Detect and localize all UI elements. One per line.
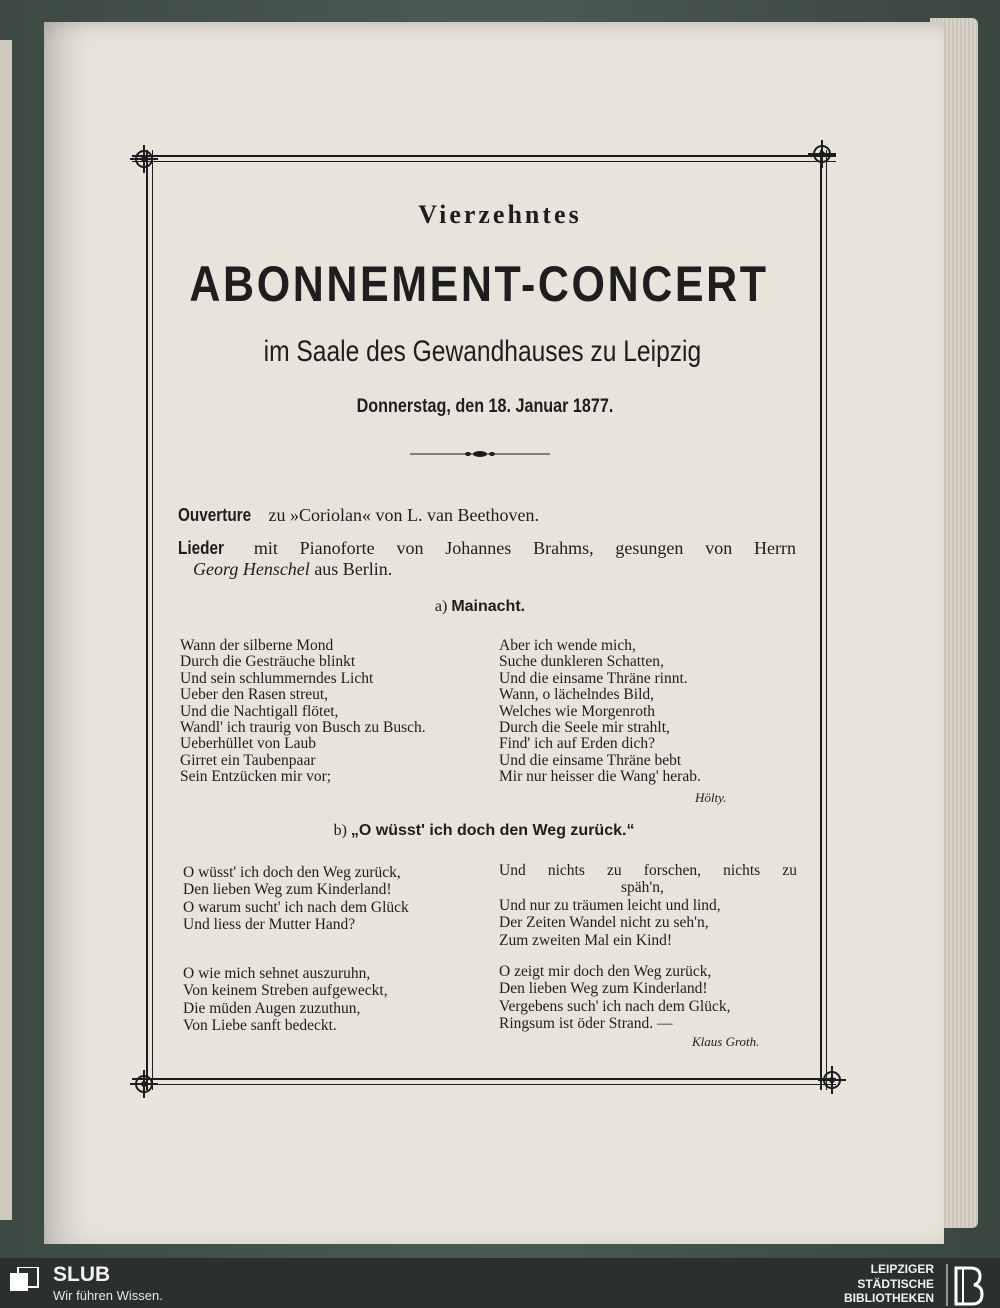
verse-line: Vergebens such' ich nach dem Glück, [499, 997, 731, 1015]
verse-line: Und nichts zu forschen, nichts zu [499, 862, 797, 879]
song-a-heading [0, 598, 960, 616]
slub-name[interactable]: SLUB [53, 1263, 111, 1286]
verse-line: Und die Nachtigall flötet, [180, 702, 339, 720]
verse-line: Ringsum ist öder Strand. — [499, 1015, 673, 1033]
slub-logo-icon[interactable] [10, 1267, 40, 1297]
verse-line: Wandl' ich traurig von Busch zu Busch. [180, 719, 426, 737]
work-description: zu »Coriolan« von L. van Beethoven. [264, 505, 539, 525]
slub-tagline: Wir führen Wissen. [53, 1288, 163, 1303]
program-item-overture [178, 505, 539, 526]
verse-line: Suche dunkleren Schatten, [499, 653, 664, 671]
verse-line: Und nur zu träumen leicht und lind, [499, 896, 721, 914]
verse-line: Und die einsame Thräne bebt [499, 751, 682, 769]
song-label: b) [333, 822, 347, 839]
verse-line: Die müden Augen zuzuthun, [183, 999, 361, 1017]
word: Pianoforte [299, 538, 375, 558]
song-a-author: Hölty. [695, 790, 727, 805]
song-b-stanza-4 [499, 963, 731, 1033]
song-b-author: Klaus Groth. [692, 1034, 760, 1049]
verse-line: Den lieben Weg zum Kinderland! [499, 980, 708, 998]
song-title: „O wüsst' ich doch den Weg zurück.“ [350, 822, 635, 839]
song-a-stanza-left [180, 638, 426, 786]
lsb-line: STÄDTISCHE [857, 1276, 934, 1291]
verse-line: O wie mich sehnet auszuruhn, [183, 965, 371, 982]
lsb-line: BIBLIOTHEKEN [844, 1291, 934, 1305]
verse-line: Und sein schlummerndes Licht [180, 669, 374, 687]
word: von [705, 538, 733, 558]
viewer-footer [0, 1258, 1000, 1308]
verse-line: Und die einsame Thräne rinnt. [499, 669, 688, 687]
verse-line: Ueberhüllet von Laub [180, 735, 317, 753]
verse-line: Ueber den Rasen streut, [180, 686, 329, 704]
title-ordinal: Vierzehntes [418, 200, 582, 229]
verse-line: Wann der silberne Mond [180, 637, 334, 654]
song-a-stanza-right [499, 638, 701, 786]
verse-line: O wüsst' ich doch den Weg zurück, [183, 864, 401, 881]
song-b-stanza-3 [183, 965, 388, 1035]
verse-line: späh'n, [621, 879, 664, 897]
song-b-stanza-1 [183, 864, 409, 934]
verse-line: Welches wie Morgenroth [499, 702, 656, 720]
verse-line: Sein Entzücken mir vor; [180, 768, 332, 786]
venue-subtitle: im Saale des Gewandhauses zu Leipzig [263, 335, 702, 368]
corner-ornament-icon [130, 145, 158, 173]
frame-top-inner [132, 161, 836, 162]
verse-line: O zeigt mir doch den Weg zurück, [499, 963, 712, 980]
verse-line: Aber ich wende mich, [499, 637, 636, 654]
word: gesungen [615, 538, 684, 558]
verse-line: Wann, o lächelndes Bild, [499, 686, 655, 704]
lsb-logo-icon[interactable] [946, 1262, 992, 1308]
lsb-name[interactable] [844, 1262, 934, 1306]
verse-line: Von Liebe sanft bedeckt. [183, 1017, 337, 1035]
song-title: Mainacht. [451, 598, 526, 615]
song-label: a) [434, 598, 448, 615]
lsb-line: LEIPZIGER [870, 1262, 934, 1276]
song-b-stanza-2 [499, 862, 797, 949]
corner-ornament-icon [130, 1070, 158, 1098]
word: Johannes [445, 538, 512, 558]
verse-line: Den lieben Weg zum Kinderland! [183, 881, 392, 899]
song-b-heading [0, 822, 968, 840]
performer-origin: aus Berlin. [309, 559, 393, 579]
frame-bottom-outer [132, 1078, 836, 1080]
corner-ornament-icon [808, 140, 836, 168]
word: Herrn [754, 538, 796, 558]
verse-line: Der Zeiten Wandel nicht zu seh'n, [499, 914, 709, 932]
word: von [396, 538, 424, 558]
work-title: Ouverture [178, 505, 252, 525]
corner-ornament-icon [818, 1066, 846, 1094]
verse-line: Girret ein Taubenpaar [180, 751, 316, 769]
frame-bottom-inner [132, 1084, 836, 1085]
verse-line: Mir nur heisser die Wang' herab. [499, 768, 701, 786]
concert-date: Donnerstag, den 18. Januar 1877. [356, 396, 614, 417]
verse-line: O warum sucht' ich nach dem Glück [183, 898, 409, 916]
verse-line: Von keinem Streben aufgeweckt, [183, 982, 388, 1000]
verse-line: Zum zweiten Mal ein Kind! [499, 931, 673, 949]
verse-line: Find' ich auf Erden dich? [499, 735, 656, 753]
verse-line: Durch die Gesträuche blinkt [180, 653, 356, 671]
program-item-lieder [178, 538, 796, 559]
program-item-lieder-performer [193, 559, 392, 580]
verse-line: Und liess der Mutter Hand? [183, 916, 356, 934]
verse-line: Durch die Seele mir strahlt, [499, 719, 670, 737]
divider-ornament-icon [410, 448, 550, 460]
word: mit [253, 538, 278, 558]
work-title: Lieder [178, 538, 224, 558]
frame-top-outer [132, 155, 836, 157]
performer-name: Georg Henschel [193, 559, 310, 579]
page-title: ABONNEMENT-CONCERT [189, 256, 769, 312]
word: Brahms, [533, 538, 594, 558]
